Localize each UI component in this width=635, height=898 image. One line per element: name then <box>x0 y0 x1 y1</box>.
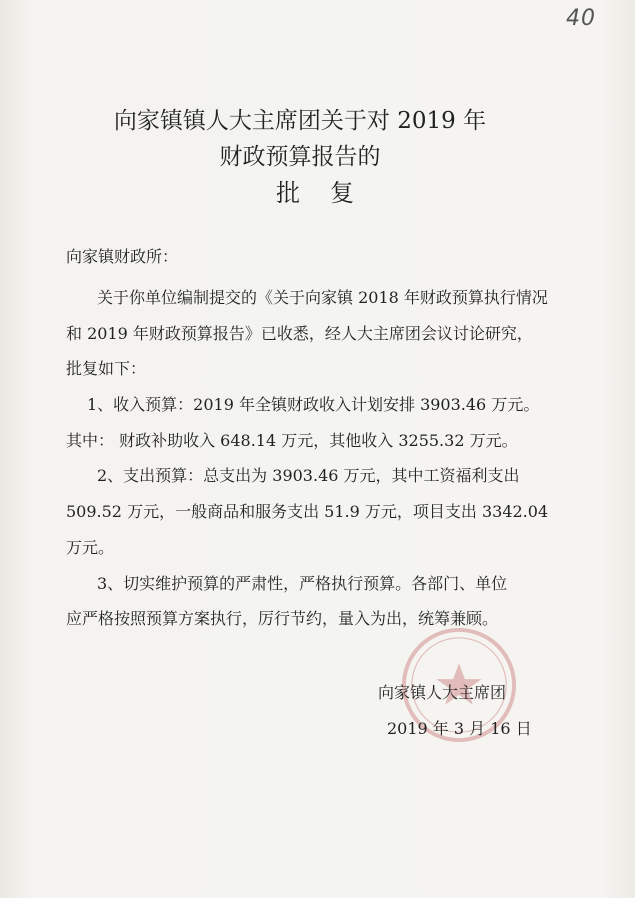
signature-org: 向家镇人大主席团 <box>378 683 507 702</box>
paragraph-1-line-3: 批复如下： <box>66 359 147 378</box>
paragraph-2-line-2: 其中： 财政补助收入 648.14 万元，其他收入 3255.32 万元。 <box>66 431 518 450</box>
title-line-1: 向家镇镇人大主席团关于对 2019 年 <box>113 108 487 134</box>
paragraph-3-line-3: 万元。 <box>66 538 115 557</box>
page-number: 40 <box>566 6 596 31</box>
paragraph-3-line-1: 2、支出预算：总支出为 3903.46 万元，其中工资福利支出 <box>97 466 520 485</box>
paragraph-1-line-1: 关于你单位编制提交的《关于向家镇 2018 年财政预算执行情况 <box>97 288 548 307</box>
paragraph-1-line-2: 和 2019 年财政预算报告》已收悉，经人大主席团会议讨论研究， <box>66 324 533 343</box>
paragraph-4-line-1: 3、切实维护预算的严肃性，严格执行预算。各部门、单位 <box>97 574 508 593</box>
title-line-2: 财政预算报告的 <box>219 144 381 170</box>
paragraph-2-line-1: 1、收入预算：2019 年全镇财政收入计划安排 3903.46 万元。 <box>87 395 540 414</box>
signature-date: 2019 年 3 月 16 日 <box>387 719 532 738</box>
paragraph-3-line-2: 509.52 万元，一般商品和服务支出 51.9 万元，项目支出 3342.04 <box>66 502 549 521</box>
title-line-3: 批复 <box>276 179 384 207</box>
salutation: 向家镇财政所： <box>66 247 179 266</box>
paragraph-4-line-2: 应严格按照预算方案执行，厉行节约，量入为出，统筹兼顾。 <box>66 609 499 628</box>
